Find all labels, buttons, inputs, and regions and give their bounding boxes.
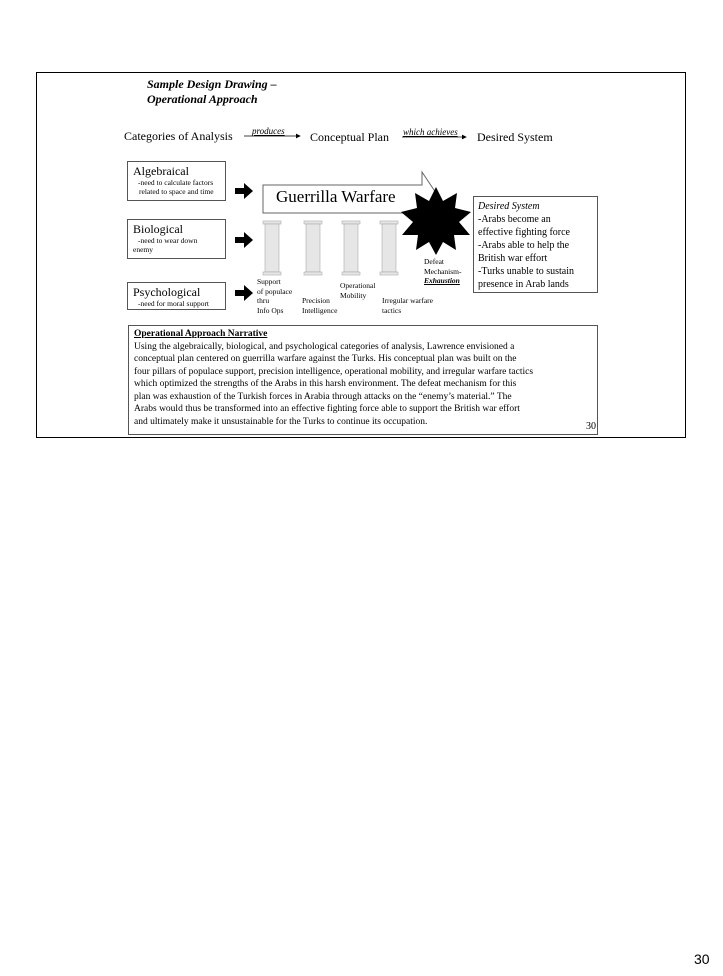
defeat-value: Exhaustion (424, 276, 460, 285)
pillar-label-line: thru (257, 296, 270, 305)
narrative-line: which optimized the strengths of the Arabs in this harsh environment. The defeat mechanism for this (134, 379, 517, 389)
category-title: Psychological (133, 285, 201, 299)
header-categories: Categories of Analysis (124, 129, 233, 143)
header-desired-system: Desired System (477, 130, 553, 144)
category-title: Algebraical (133, 164, 189, 178)
pillar-label-intelligence (302, 296, 337, 315)
category-sub: -need for moral support (138, 299, 210, 308)
pillar-label-irregular (382, 296, 433, 315)
category-sub: -need to wear down (138, 236, 198, 245)
arrow-icon (235, 183, 253, 199)
category-sub: enemy (133, 245, 153, 254)
arrow-icon (235, 285, 253, 301)
pillar-label-line: Intelligence (302, 305, 338, 315)
desired-line: presence in Arab lands (478, 279, 569, 290)
pillar-label-line: Precision (302, 296, 330, 305)
category-sub: related to space and time (139, 187, 214, 196)
narrative-line: and ultimately make it unsustainable for the Turks to continue its occupation. (134, 416, 428, 427)
defeat-label: Mechanism- (424, 266, 462, 276)
desired-line: -Turks unable to sustain (478, 266, 575, 277)
category-sub: -need to calculate factors (138, 178, 214, 187)
achieves-label: which achieves (403, 127, 458, 137)
page-number: 30 (694, 951, 710, 967)
desired-line: effective fighting force (478, 227, 570, 238)
category-box-biological (127, 219, 226, 259)
desired-title: Desired System (478, 201, 540, 212)
narrative-line: plan was exhaustion of the Turkish forces in Arabia through attacks on the “enemy’s material.” The (134, 391, 512, 402)
conceptual-plan-title: Guerrilla Warfare (276, 187, 396, 206)
produces-label: produces (252, 126, 285, 136)
desired-system-box (473, 196, 598, 293)
pillar-label-mobility (340, 281, 375, 300)
narrative-line: Using the algebraically, biological, and psychological categories of analysis, Lawrence envisioned a (134, 341, 515, 352)
category-title: Biological (133, 222, 183, 236)
pillar-label-line: tactics (382, 305, 402, 315)
desired-line: -Arabs able to help the (478, 240, 570, 251)
pillar-icon (304, 221, 322, 275)
category-box-psychological (127, 282, 226, 310)
pillar-label-line: Operational (340, 281, 376, 290)
narrative-line: Arabs would thus be transformed into an effective fighting force able to support the British war effort (134, 404, 520, 414)
pillar-label-line: Mobility (340, 290, 367, 300)
pillar-label-line: Info Ops (257, 305, 284, 315)
defeat-label: Defeat (424, 257, 444, 266)
pillars (263, 221, 398, 275)
desired-line: British war effort (478, 253, 548, 264)
pillar-icon (342, 221, 360, 275)
category-box-algebraical (127, 161, 226, 201)
pillar-label-line: Irregular warfare (382, 296, 434, 305)
header-conceptual-plan: Conceptual Plan (310, 130, 389, 144)
title-line: Sample Design Drawing – (147, 77, 277, 91)
arrow-icon (235, 232, 253, 248)
desired-line: -Arabs become an (478, 214, 551, 225)
pillar-label-support (257, 277, 292, 315)
pillar-label-line: of populace (257, 286, 293, 296)
narrative-line: four pillars of populace support, precision intelligence, operational mobility, and irregular warfare tactics (134, 366, 534, 377)
defeat-mechanism (424, 257, 462, 286)
slide-number: 30 (586, 421, 596, 432)
pillar-icon (380, 221, 398, 275)
narrative-title: Operational Approach Narrative (134, 329, 268, 339)
pillar-label-line: Support (257, 277, 281, 286)
narrative-box (128, 325, 598, 435)
pillar-icon (263, 221, 281, 275)
narrative-line: conceptual plan centered on guerrilla warfare against the Turks. His conceptual plan was built on the (134, 354, 517, 364)
title-line: Operational Approach (147, 92, 258, 106)
